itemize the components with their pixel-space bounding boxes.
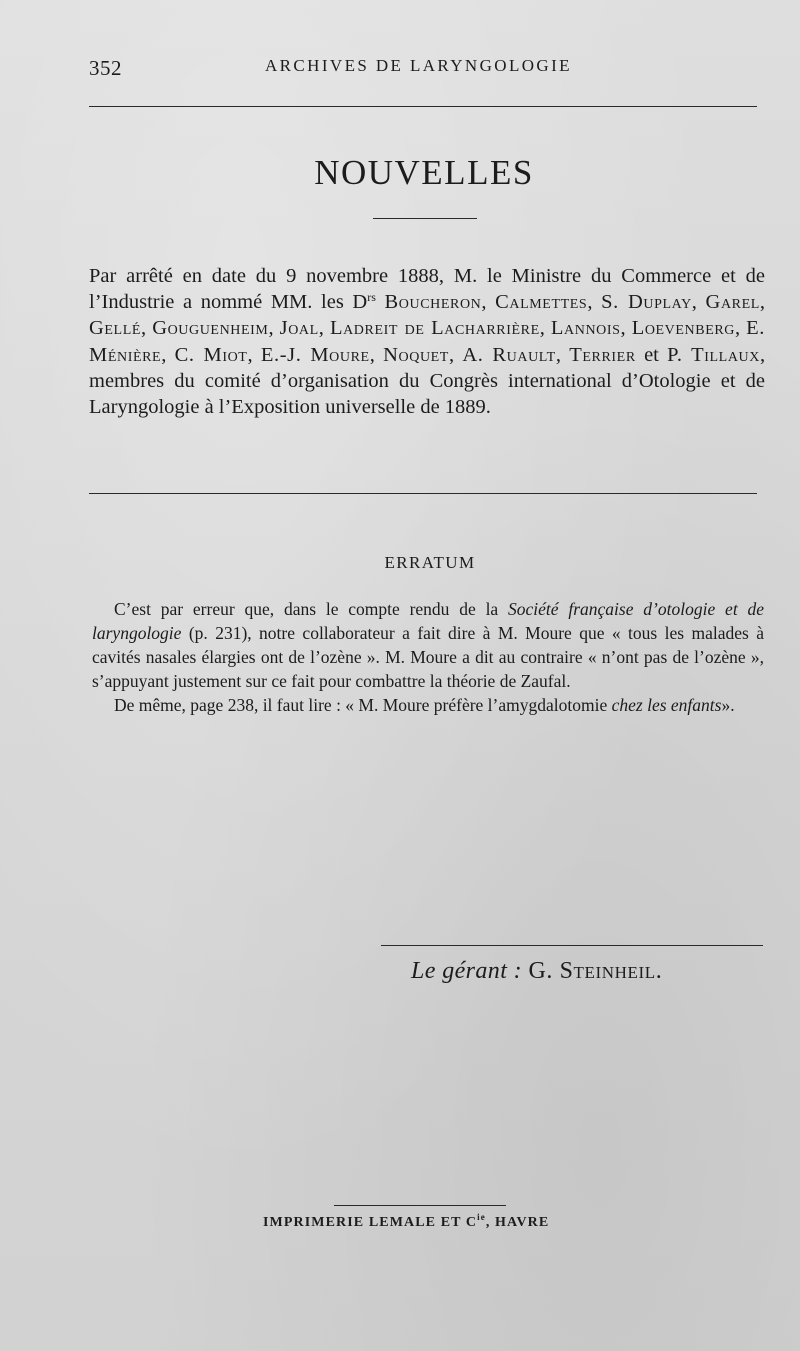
member-name: Garel [705, 291, 760, 314]
erratum-text: De même, page 238, il faut lire : « M. Moure préfère l’amygdalotomie [114, 694, 608, 715]
erratum-paragraph [92, 694, 764, 718]
member-name: Lannois [550, 317, 621, 340]
erratum-text: ». [721, 694, 735, 715]
member-name: A. Ruault [462, 343, 556, 366]
conjunction: et [644, 343, 659, 366]
imprint-text: , HAVRE [485, 1215, 550, 1230]
page-number: 352 [89, 56, 122, 80]
member-name: Joal [279, 317, 319, 340]
member-name: P. Tillaux [667, 343, 760, 366]
member-name: Gellé [89, 317, 142, 340]
announcement-text: Par arrêté en date du 9 novembre 1888, M. le Ministre du Commerce et de l’Industrie a nommé MM. les D [89, 265, 765, 314]
society-name: Société française d’otologie et de laryngologie [92, 599, 765, 643]
section-divider-rule [89, 493, 757, 494]
announcement-text-end: membres du comité d’organisation du Congrès international d’Otologie et de Laryngologie à l’Exposition universelle de 1889. [89, 369, 765, 419]
imprint-rule [334, 1205, 506, 1206]
doctors-abbrev-superscript: rs [367, 290, 376, 305]
signature-rule [381, 945, 763, 946]
member-name: Boucheron [384, 291, 482, 314]
member-name: Ladreit de Lacharrière [329, 317, 540, 340]
member-name: S. Duplay [601, 291, 692, 314]
erratum-title: ERRATUM [384, 553, 476, 572]
header-rule [89, 106, 757, 107]
printer-imprint [263, 1212, 550, 1231]
member-name: C. Miot [174, 343, 248, 366]
member-name: Gouguenheim [152, 317, 269, 340]
erratum-body [92, 598, 764, 718]
emphasis-text: chez les enfants [611, 694, 722, 715]
member-name: E. Ménière [89, 317, 766, 366]
member-name: Terrier [569, 343, 636, 366]
erratum-paragraph [92, 598, 764, 694]
section-title: NOUVELLES [314, 153, 534, 192]
member-name: Calmettes [495, 291, 588, 314]
announcement-paragraph: Par arrêté en date du 9 novembre 1888, M. le Ministre du Commerce et de l’Industrie a nommé MM. les $D^{rs}$ Boucheron, Calmettes, S. Duplay, Garel, Gellé, Gouguenheim, Joal, Ladreit de Lacharrière, Lannois, Loevenberg, E. Ménière, C. Miot, E.-J. Moure, Noquet, A. Ruault, Terrier et P. Tillaux, membres du comité d’organisation du Congrès international d’Otologie et de Laryngologie à l’Exposition universelle de 1889. [89, 265, 766, 419]
erratum-text: C’est par erreur que, dans le compte rendu de la [114, 599, 499, 619]
signature-line [411, 958, 662, 985]
running-head: ARCHIVES DE LARYNGOLOGIE [265, 56, 572, 75]
member-name: Noquet [383, 343, 449, 366]
imprint-text: IMPRIMERIE LEMALE ET C [263, 1215, 478, 1230]
title-rule [373, 218, 477, 219]
imprint-superscript: ie [477, 1212, 486, 1222]
erratum-text: (p. 231), notre collaborateur a fait dire à M. Moure que « tous les malades à cavités nasales élargies ont de l’ozène ». M. Moure a dit au contraire « n’ont pas de l’ozène », s’appuyant justement sur ce fait pour combattre la théorie de Zaufal. [92, 622, 764, 691]
member-name: Loevenberg [631, 317, 735, 340]
member-name: E.-J. Moure [260, 343, 370, 366]
signature-name: G. Steinheil. [528, 958, 663, 984]
signature-label: Le gérant : [411, 958, 523, 984]
